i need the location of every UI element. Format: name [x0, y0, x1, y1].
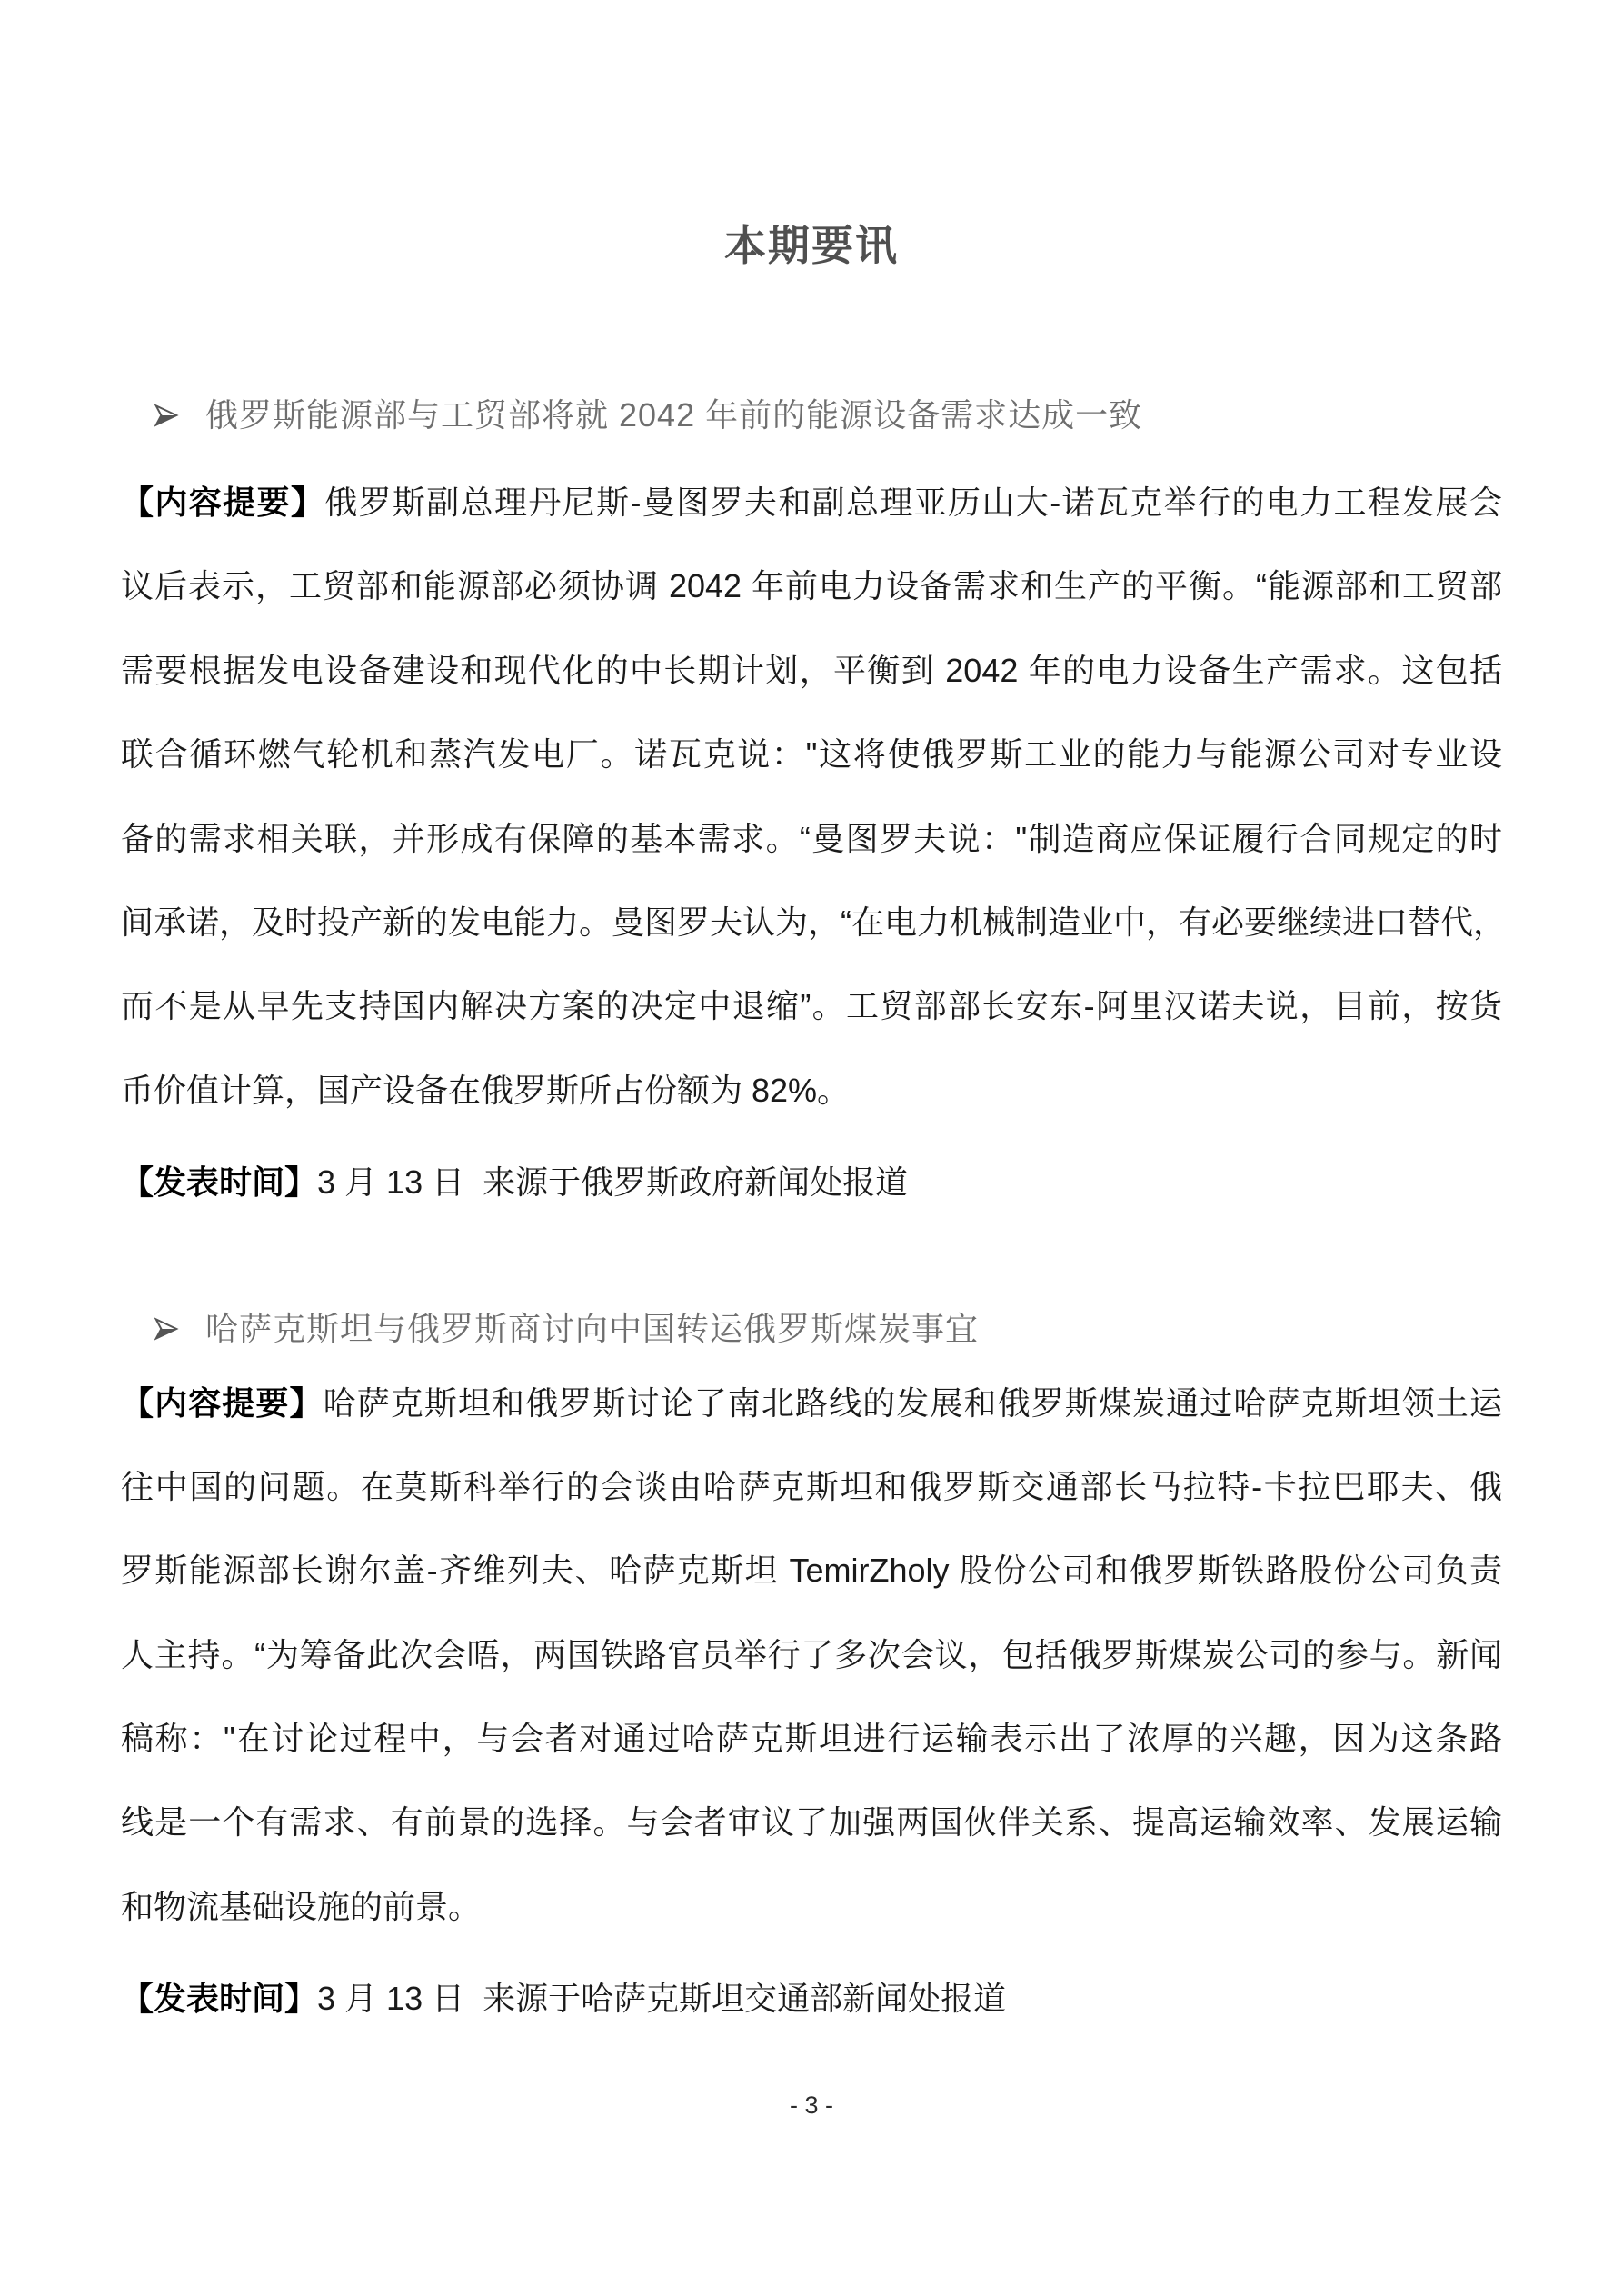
- body-line: 人主持。“为筹备此次会晤，两国铁路官员举行了多次会议，包括俄罗斯煤炭公司的参与。新闻: [121, 1635, 1502, 1673]
- section-1-heading-text: 俄罗斯能源部与工贸部将就 2042 年前的能源设备需求达成一致: [205, 396, 1143, 434]
- body-line: 和物流基础设施的前景。: [121, 1887, 482, 1925]
- section-2-summary: [121, 1362, 1502, 1950]
- publish-text: 3 月 13 日 来源于俄罗斯政府新闻处报道: [317, 1163, 909, 1202]
- body-line: 间承诺，及时投产新的发电能力。曼图罗夫认为，“在电力机械制造业中，有必要继续进口替代，: [121, 903, 1506, 941]
- body-line: 备的需求相关联，并形成有保障的基本需求。“曼图罗夫说："制造商应保证履行合同规定的时: [121, 819, 1502, 857]
- section-1-heading: [121, 386, 1502, 444]
- body-line: 需要根据发电设备建设和现代化的中长期计划，平衡到 2042 年的电力设备生产需求。这包括: [121, 651, 1502, 689]
- body-line: 稿称："在讨论过程中，与会者对通过哈萨克斯坦进行运输表示出了浓厚的兴趣，因为这条路: [121, 1720, 1502, 1758]
- body-line: 议后表示，工贸部和能源部必须协调 2042 年前电力设备需求和生产的平衡。“能源部和工贸部: [121, 567, 1502, 605]
- section-2-heading-text: 哈萨克斯坦与俄罗斯商讨向中国转运俄罗斯煤炭事宜: [205, 1309, 980, 1347]
- page-number: - 3 -: [789, 2091, 833, 2119]
- section-1-summary: [121, 461, 1506, 1133]
- body-text: 哈萨克斯坦和俄罗斯讨论了南北路线的发展和俄罗斯煤炭通过哈萨克斯坦领土运: [323, 1383, 1502, 1422]
- publish-label: 【发表时间】: [121, 1163, 318, 1202]
- body-text: 俄罗斯副总理丹尼斯-曼图罗夫和副总理亚历山大-诺瓦克举行的电力工程发展会: [324, 484, 1502, 521]
- body-line: 线是一个有需求、有前景的选择。与会者审议了加强两国伙伴关系、提高运输效率、发展运输: [121, 1803, 1502, 1842]
- publish-text: 3 月 13 日 来源于哈萨克斯坦交通部新闻处报道: [317, 1980, 1007, 2018]
- body-line: 联合循环燃气轮机和蒸汽发电厂。诺瓦克说："这将使俄罗斯工业的能力与能源公司对专业设: [121, 735, 1502, 774]
- body-line: 而不是从早先支持国内解决方案的决定中退缩”。工贸部部长安东-阿里汉诺夫说，目前，按货: [121, 987, 1502, 1025]
- summary-label: 【内容提要】: [121, 1383, 324, 1422]
- page-title: 本期要讯: [724, 222, 899, 269]
- body-line: [121, 1362, 1502, 1445]
- summary-label: 【内容提要】: [121, 484, 325, 521]
- page-content: [0, 214, 1623, 2041]
- body-line: 往中国的问题。在莫斯科举行的会谈由哈萨克斯坦和俄罗斯交通部长马拉特-卡拉巴耶夫、俄: [121, 1467, 1502, 1505]
- publish-label: 【发表时间】: [121, 1980, 318, 2018]
- body-line: [121, 461, 1502, 544]
- section-2-publish: [121, 1957, 1502, 2041]
- arrow-bullet-icon: [153, 402, 180, 429]
- section-1-publish: [121, 1141, 1502, 1224]
- arrow-bullet-icon: [153, 1315, 180, 1343]
- section-2-heading: [121, 1300, 1502, 1358]
- body-line: 罗斯能源部长谢尔盖-齐维列夫、哈萨克斯坦 TemirZholy 股份公司和俄罗斯铁路股份公司负责: [121, 1552, 1502, 1590]
- body-line: 币价值计算，国产设备在俄罗斯所占份额为 82%。: [121, 1071, 851, 1109]
